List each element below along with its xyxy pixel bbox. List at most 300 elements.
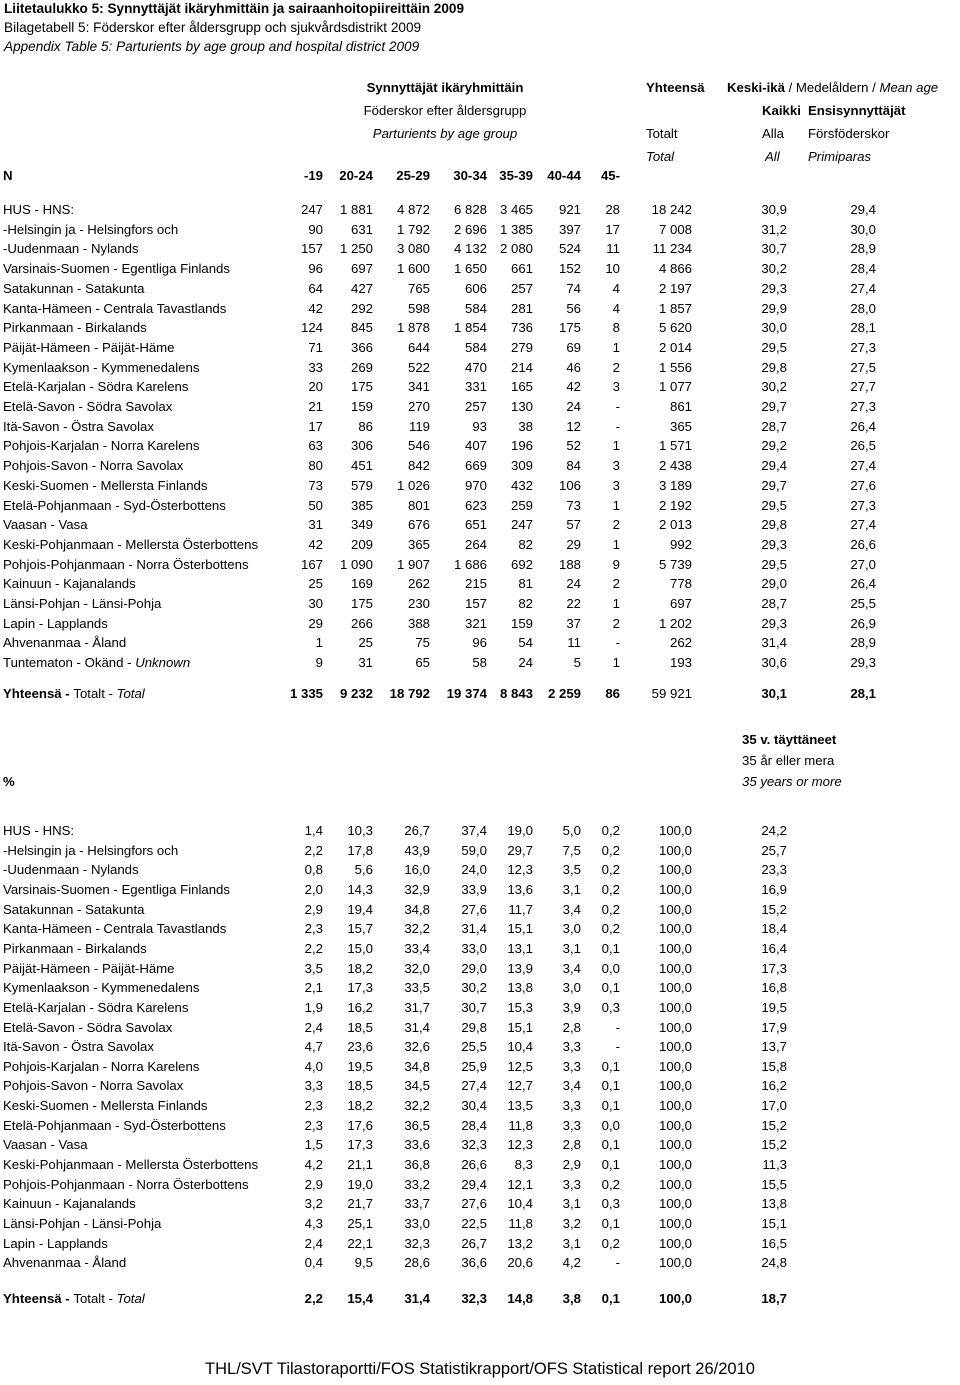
count-cell-age-25-29: 1 907 [396, 557, 430, 572]
pct-cell-total: 100,0 [658, 1098, 692, 1113]
pct-cell-age-25-29: 31,7 [404, 1000, 430, 1015]
pct-cell-age-30-34: 27,4 [461, 1078, 487, 1093]
count-cell-total: 697 [669, 596, 692, 611]
pct-cell-age-45-plus: 0,1 [601, 941, 620, 956]
pct-total-age-under20: 2,2 [304, 1291, 323, 1306]
pct-cell-age-35-39: 13,9 [507, 961, 533, 976]
pct-cell-age-45-plus: 0,1 [601, 980, 620, 995]
pct-cell-mean-age-all: 15,2 [761, 902, 787, 917]
count-cell-age-30-34: 623 [464, 498, 487, 513]
pct-cell-age-40-44: 3,2 [562, 1216, 581, 1231]
age-group-header-age-under20: -19 [303, 168, 323, 183]
pct-total-total: 100,0 [658, 1291, 692, 1306]
count-row-label: -Uudenmaan - Nylands [3, 241, 139, 256]
pct-cell-mean-age-all: 17,3 [761, 961, 787, 976]
count-cell-age-30-34: 257 [464, 399, 487, 414]
count-cell-age-under20: 42 [308, 301, 323, 316]
count-cell-age-45-plus: 2 [612, 576, 620, 591]
pct-cell-age-25-29: 32,2 [404, 921, 430, 936]
pct-cell-total: 100,0 [658, 1059, 692, 1074]
pct-cell-age-under20: 4,7 [304, 1039, 323, 1054]
count-cell-age-45-plus: 3 [612, 379, 620, 394]
pct-cell-total: 100,0 [658, 902, 692, 917]
pct-cell-age-under20: 4,2 [304, 1157, 323, 1172]
pct-cell-mean-age-all: 16,4 [761, 941, 787, 956]
pct-cell-age-35-39: 10,4 [507, 1039, 533, 1054]
pct-cell-age-30-34: 25,9 [461, 1059, 487, 1074]
pct-cell-mean-age-all: 16,8 [761, 980, 787, 995]
count-cell-age-40-44: 921 [558, 202, 581, 217]
count-cell-age-35-39: 247 [510, 517, 533, 532]
count-cell-age-30-34: 2 696 [453, 222, 487, 237]
count-cell-age-35-39: 3 465 [499, 202, 533, 217]
pct-cell-age-under20: 2,0 [304, 882, 323, 897]
pct-cell-age-45-plus: 0,2 [601, 882, 620, 897]
count-row-label: -Helsingin ja - Helsingfors och [3, 222, 179, 237]
count-cell-age-45-plus: 1 [612, 596, 620, 611]
count-cell-mean-age-all: 29,3 [761, 281, 787, 296]
count-cell-mean-age-all: 28,7 [761, 419, 787, 434]
pct-cell-age-40-44: 3,1 [562, 882, 581, 897]
pct-row-label: -Helsingin ja - Helsingfors och [3, 843, 179, 858]
count-cell-age-under20: 25 [308, 576, 323, 591]
count-total-mean-age-primiparas: 28,1 [850, 686, 876, 701]
count-cell-age-20-24: 292 [350, 301, 373, 316]
header-all-fi: Kaikki [762, 103, 801, 118]
pct-cell-mean-age-all: 16,5 [761, 1236, 787, 1251]
pct-cell-total: 100,0 [658, 1216, 692, 1231]
count-cell-age-30-34: 331 [464, 379, 487, 394]
pct-cell-age-under20: 2,3 [304, 1118, 323, 1133]
pct-cell-age-35-39: 29,7 [507, 843, 533, 858]
pct-header-over35-sv: 35 år eller mera [742, 753, 835, 768]
count-cell-age-20-24: 1 881 [339, 202, 373, 217]
pct-cell-age-40-44: 2,8 [562, 1137, 581, 1152]
count-cell-mean-age-primiparas: 27,0 [850, 557, 876, 572]
count-cell-age-25-29: 1 026 [396, 478, 430, 493]
pct-cell-age-under20: 2,2 [304, 843, 323, 858]
pct-cell-age-under20: 0,8 [304, 862, 323, 877]
pct-cell-total: 100,0 [658, 1236, 692, 1251]
count-cell-age-25-29: 676 [407, 517, 430, 532]
pct-cell-age-20-24: 25,1 [347, 1216, 373, 1231]
pct-cell-age-45-plus: 0,2 [601, 902, 620, 917]
pct-cell-total: 100,0 [658, 1157, 692, 1172]
header-mean-age: Keski-ikä / Medelåldern / Mean age [727, 80, 939, 95]
pct-cell-age-under20: 2,2 [304, 941, 323, 956]
count-cell-mean-age-primiparas: 28,9 [850, 241, 876, 256]
pct-cell-mean-age-all: 25,7 [761, 843, 787, 858]
count-cell-age-40-44: 73 [566, 498, 581, 513]
count-cell-total: 1 202 [658, 616, 692, 631]
pct-cell-age-35-39: 13,5 [507, 1098, 533, 1113]
title-sv: Bilagetabell 5: Föderskor efter åldersgrupp och sjukvårdsdistrikt 2009 [4, 20, 422, 35]
count-cell-mean-age-primiparas: 27,4 [850, 458, 876, 473]
pct-cell-age-20-24: 15,0 [347, 941, 373, 956]
pct-row-label: Pohjois-Pohjanmaan - Norra Österbottens [3, 1177, 249, 1192]
count-cell-age-40-44: 74 [566, 281, 581, 296]
header-all-sv: Alla [762, 126, 784, 141]
count-cell-age-35-39: 279 [510, 340, 533, 355]
header-prim-sv: Försföderskor [808, 126, 890, 141]
pct-cell-age-35-39: 13,8 [507, 980, 533, 995]
pct-cell-total: 100,0 [658, 1000, 692, 1015]
count-cell-total: 992 [669, 537, 692, 552]
age-group-header-age-30-34: 30-34 [453, 168, 487, 183]
count-cell-age-45-plus: 2 [612, 360, 620, 375]
count-cell-age-30-34: 93 [472, 419, 487, 434]
count-cell-age-under20: 167 [300, 557, 323, 572]
pct-row-label: Pohjois-Karjalan - Norra Karelens [3, 1059, 200, 1074]
count-cell-age-20-24: 1 250 [339, 241, 373, 256]
title-fi: Liitetaulukko 5: Synnyttäjät ikäryhmittäin ja sairaanhoitopiireittäin 2009 [4, 1, 465, 16]
count-cell-mean-age-all: 30,2 [761, 379, 787, 394]
count-total-age-25-29: 18 792 [389, 686, 430, 701]
pct-cell-age-35-39: 11,8 [508, 1118, 533, 1133]
count-cell-age-40-44: 69 [566, 340, 581, 355]
pct-cell-age-20-24: 21,1 [347, 1157, 373, 1172]
pct-cell-mean-age-all: 17,9 [761, 1020, 787, 1035]
header-prim-en: Primiparas [808, 149, 872, 164]
count-row-label: Pohjois-Pohjanmaan - Norra Österbottens [3, 557, 249, 572]
pct-cell-age-30-34: 29,0 [461, 961, 487, 976]
count-cell-age-25-29: 801 [407, 498, 430, 513]
count-cell-age-20-24: 349 [350, 517, 373, 532]
count-cell-age-under20: 21 [308, 399, 323, 414]
count-cell-age-40-44: 152 [558, 261, 581, 276]
pct-cell-age-40-44: 3,3 [562, 1177, 581, 1192]
count-cell-age-45-plus: 2 [612, 517, 620, 532]
count-cell-mean-age-primiparas: 25,5 [850, 596, 876, 611]
pct-cell-age-40-44: 2,8 [562, 1020, 581, 1035]
count-cell-age-45-plus: 8 [612, 320, 620, 335]
count-cell-age-45-plus: 1 [612, 498, 620, 513]
pct-cell-age-under20: 3,2 [304, 1196, 323, 1211]
pct-cell-age-under20: 3,5 [304, 961, 323, 976]
count-cell-age-30-34: 651 [464, 517, 487, 532]
count-cell-mean-age-all: 29,0 [761, 576, 787, 591]
count-cell-age-30-34: 321 [464, 616, 487, 631]
pct-cell-age-25-29: 28,6 [404, 1255, 430, 1270]
count-cell-total: 193 [669, 655, 692, 670]
header-prim-fi: Ensisynnyttäjät [808, 103, 906, 118]
count-cell-mean-age-all: 29,9 [761, 301, 787, 316]
count-cell-age-25-29: 75 [415, 635, 430, 650]
count-cell-age-20-24: 25 [358, 635, 373, 650]
count-row-label: Etelä-Savon - Södra Savolax [3, 399, 173, 414]
count-cell-age-40-44: 24 [566, 576, 581, 591]
pct-cell-age-45-plus: 0,1 [601, 1157, 620, 1172]
pct-cell-total: 100,0 [658, 1196, 692, 1211]
count-cell-age-40-44: 12 [566, 419, 581, 434]
pct-cell-age-45-plus: 0,3 [601, 1000, 620, 1015]
count-cell-mean-age-primiparas: 29,4 [850, 202, 876, 217]
count-total-age-35-39: 8 843 [499, 686, 533, 701]
count-cell-total: 4 866 [658, 261, 692, 276]
pct-total-age-40-44: 3,8 [562, 1291, 581, 1306]
count-cell-age-45-plus: 10 [605, 261, 620, 276]
count-cell-mean-age-all: 29,5 [761, 340, 787, 355]
pct-cell-age-20-24: 19,4 [347, 902, 373, 917]
header-group-fi: Synnyttäjät ikäryhmittäin [366, 80, 524, 95]
count-cell-age-20-24: 266 [350, 616, 373, 631]
count-cell-age-30-34: 1 686 [453, 557, 487, 572]
pct-cell-age-40-44: 3,1 [562, 1196, 581, 1211]
count-cell-age-30-34: 4 132 [453, 241, 487, 256]
pct-total-age-25-29: 31,4 [404, 1291, 430, 1306]
pct-cell-age-under20: 2,9 [304, 902, 323, 917]
count-cell-age-25-29: 262 [407, 576, 430, 591]
count-cell-age-45-plus: 28 [605, 202, 620, 217]
pct-cell-age-20-24: 16,2 [347, 1000, 373, 1015]
pct-cell-age-30-34: 59,0 [461, 843, 487, 858]
count-cell-age-30-34: 584 [464, 301, 487, 316]
count-row-label: Pirkanmaan - Birkalands [3, 320, 147, 335]
pct-row-label: Pirkanmaan - Birkalands [3, 941, 147, 956]
pct-cell-mean-age-all: 16,9 [761, 882, 787, 897]
count-cell-age-25-29: 546 [407, 438, 430, 453]
pct-cell-age-45-plus: 0,2 [601, 1236, 620, 1251]
pct-cell-age-40-44: 7,5 [562, 843, 581, 858]
count-cell-mean-age-primiparas: 29,3 [850, 655, 876, 670]
count-cell-age-25-29: 1 792 [396, 222, 430, 237]
count-total-age-under20: 1 335 [289, 686, 323, 701]
pct-row-label: HUS - HNS: [3, 823, 75, 838]
age-group-header-age-25-29: 25-29 [396, 168, 430, 183]
count-cell-age-30-34: 6 828 [453, 202, 487, 217]
pct-cell-age-20-24: 19,5 [347, 1059, 373, 1074]
count-total-mean-age-all: 30,1 [761, 686, 787, 701]
pct-cell-age-40-44: 3,4 [562, 902, 581, 917]
count-cell-age-45-plus: 3 [612, 458, 620, 473]
pct-cell-age-35-39: 13,1 [507, 941, 533, 956]
count-cell-age-35-39: 309 [510, 458, 533, 473]
pct-cell-age-under20: 0,4 [304, 1255, 323, 1270]
count-row-label: Itä-Savon - Östra Savolax [3, 419, 154, 434]
count-cell-mean-age-all: 30,2 [761, 261, 787, 276]
count-cell-total: 861 [669, 399, 692, 414]
count-cell-age-30-34: 606 [464, 281, 487, 296]
count-row-label: Ahvenanmaa - Åland [3, 635, 127, 650]
count-row-label: Kymenlaakson - Kymmenedalens [3, 360, 200, 375]
pct-cell-age-40-44: 3,5 [562, 862, 581, 877]
pct-cell-total: 100,0 [658, 1039, 692, 1054]
pct-cell-mean-age-all: 13,8 [761, 1196, 787, 1211]
pct-cell-age-45-plus: 0,2 [601, 823, 620, 838]
count-cell-mean-age-primiparas: 26,5 [850, 438, 876, 453]
count-cell-total: 1 571 [658, 438, 692, 453]
count-cell-mean-age-all: 29,5 [761, 557, 787, 572]
title-en: Appendix Table 5: Parturients by age group and hospital district 2009 [4, 39, 420, 54]
count-row-label: Satakunnan - Satakunta [3, 281, 145, 296]
pct-cell-mean-age-all: 19,5 [761, 1000, 787, 1015]
pct-cell-age-30-34: 30,4 [461, 1098, 487, 1113]
count-total-age-45-plus: 86 [605, 686, 620, 701]
header-all-en: All [765, 149, 780, 164]
pct-total-label: Yhteensä - Totalt - Total [3, 1291, 145, 1306]
pct-cell-age-25-29: 34,5 [404, 1078, 430, 1093]
count-cell-mean-age-primiparas: 28,0 [850, 301, 876, 316]
pct-row-label: Päijät-Hämeen - Päijät-Häme [3, 961, 175, 976]
pct-cell-mean-age-all: 17,0 [761, 1098, 787, 1113]
pct-cell-total: 100,0 [658, 882, 692, 897]
pct-cell-age-40-44: 3,3 [562, 1098, 581, 1113]
count-cell-age-45-plus: 11 [606, 241, 620, 256]
count-cell-age-45-plus: - [615, 635, 620, 650]
count-cell-age-20-24: 86 [358, 419, 373, 434]
count-cell-age-35-39: 281 [510, 301, 533, 316]
count-total-total: 59 921 [651, 686, 692, 701]
count-cell-age-35-39: 259 [510, 498, 533, 513]
pct-cell-age-40-44: 3,0 [562, 980, 581, 995]
pct-cell-mean-age-all: 15,8 [761, 1059, 787, 1074]
header-total-fi: Yhteensä [646, 80, 705, 95]
count-cell-age-45-plus: 1 [612, 537, 620, 552]
count-cell-total: 3 189 [658, 478, 692, 493]
pct-cell-total: 100,0 [658, 1255, 692, 1270]
count-cell-age-35-39: 165 [510, 379, 533, 394]
pct-cell-mean-age-all: 23,3 [761, 862, 787, 877]
count-cell-mean-age-primiparas: 26,9 [850, 616, 876, 631]
count-cell-age-35-39: 214 [510, 360, 533, 375]
pct-cell-age-45-plus: 0,1 [601, 1098, 620, 1113]
count-total-age-30-34: 19 374 [446, 686, 487, 701]
pct-cell-mean-age-all: 24,2 [761, 823, 787, 838]
count-row-label: Lapin - Lapplands [3, 616, 108, 631]
pct-cell-age-35-39: 15,1 [507, 921, 533, 936]
count-cell-age-35-39: 82 [518, 537, 533, 552]
pct-cell-age-20-24: 17,6 [347, 1118, 373, 1133]
count-cell-mean-age-primiparas: 27,4 [850, 517, 876, 532]
count-cell-age-30-34: 157 [464, 596, 487, 611]
count-cell-age-40-44: 84 [566, 458, 581, 473]
count-row-label: Etelä-Pohjanmaan - Syd-Österbottens [3, 498, 226, 513]
pct-cell-age-under20: 2,4 [304, 1236, 323, 1251]
count-cell-total: 5 620 [658, 320, 692, 335]
pct-cell-age-30-34: 22,5 [461, 1216, 487, 1231]
pct-cell-age-35-39: 20,6 [507, 1255, 533, 1270]
count-cell-age-45-plus: 17 [605, 222, 620, 237]
pct-cell-age-20-24: 14,3 [347, 882, 373, 897]
count-cell-age-25-29: 644 [407, 340, 430, 355]
pct-cell-age-45-plus: - [615, 1020, 620, 1035]
count-cell-age-40-44: 57 [566, 517, 581, 532]
count-cell-age-under20: 71 [308, 340, 323, 355]
count-row-label: Varsinais-Suomen - Egentliga Finlands [3, 261, 230, 276]
pct-cell-age-35-39: 12,5 [507, 1059, 533, 1074]
count-cell-age-25-29: 341 [407, 379, 430, 394]
count-cell-age-25-29: 65 [415, 655, 430, 670]
pct-row-label: Lapin - Lapplands [3, 1236, 108, 1251]
count-cell-age-25-29: 765 [407, 281, 430, 296]
pct-cell-age-40-44: 3,3 [562, 1059, 581, 1074]
count-cell-age-under20: 1 [315, 635, 323, 650]
pct-cell-age-20-24: 15,7 [347, 921, 373, 936]
pct-cell-age-35-39: 12,3 [507, 1137, 533, 1152]
count-cell-age-under20: 247 [300, 202, 323, 217]
header-group-sv: Föderskor efter åldersgrupp [363, 103, 527, 118]
count-cell-mean-age-all: 30,7 [761, 241, 787, 256]
pct-row-label: Kanta-Hämeen - Centrala Tavastlands [3, 921, 227, 936]
pct-cell-age-45-plus: - [615, 1255, 620, 1270]
pct-cell-age-40-44: 3,0 [562, 921, 581, 936]
pct-cell-age-25-29: 33,0 [404, 1216, 430, 1231]
pct-cell-age-40-44: 4,2 [562, 1255, 581, 1270]
count-cell-age-35-39: 692 [510, 557, 533, 572]
count-cell-mean-age-primiparas: 26,6 [850, 537, 876, 552]
pct-cell-age-25-29: 16,0 [404, 862, 430, 877]
pct-cell-total: 100,0 [658, 1020, 692, 1035]
count-cell-mean-age-all: 29,8 [761, 360, 787, 375]
pct-cell-age-20-24: 5,6 [354, 862, 373, 877]
pct-cell-age-25-29: 26,7 [404, 823, 430, 838]
count-cell-age-40-44: 22 [566, 596, 581, 611]
count-cell-age-25-29: 4 872 [396, 202, 430, 217]
count-cell-mean-age-all: 29,8 [761, 517, 787, 532]
count-cell-age-35-39: 432 [510, 478, 533, 493]
count-cell-age-45-plus: 4 [612, 281, 620, 296]
pct-cell-age-45-plus: - [615, 1039, 620, 1054]
count-row-label: Tuntematon - Okänd - Unknown [3, 655, 191, 670]
count-cell-total: 2 014 [658, 340, 692, 355]
pct-cell-total: 100,0 [658, 843, 692, 858]
age-group-header-age-40-44: 40-44 [547, 168, 581, 183]
pct-cell-mean-age-all: 18,4 [761, 921, 787, 936]
pct-cell-age-30-34: 29,8 [461, 1020, 487, 1035]
count-cell-age-25-29: 119 [408, 419, 430, 434]
count-cell-total: 2 013 [658, 517, 692, 532]
count-cell-age-40-44: 175 [558, 320, 581, 335]
count-cell-age-25-29: 842 [407, 458, 430, 473]
count-cell-mean-age-all: 29,7 [761, 478, 787, 493]
count-cell-age-25-29: 598 [407, 301, 430, 316]
pct-cell-age-under20: 3,3 [304, 1078, 323, 1093]
pct-cell-total: 100,0 [658, 862, 692, 877]
pct-cell-age-45-plus: 0,0 [601, 1118, 620, 1133]
pct-total-age-45-plus: 0,1 [601, 1291, 620, 1306]
count-cell-age-35-39: 24 [518, 655, 533, 670]
count-cell-mean-age-all: 31,4 [761, 635, 787, 650]
count-cell-mean-age-all: 30,0 [761, 320, 787, 335]
header-total-en: Total [646, 149, 675, 164]
count-cell-age-20-24: 175 [350, 596, 373, 611]
pct-cell-total: 100,0 [658, 1118, 692, 1133]
count-total-age-40-44: 2 259 [547, 686, 581, 701]
count-row-label: Pohjois-Karjalan - Norra Karelens [3, 438, 200, 453]
pct-cell-age-35-39: 12,7 [507, 1078, 533, 1093]
count-cell-age-30-34: 264 [464, 537, 487, 552]
pct-cell-age-35-39: 12,1 [507, 1177, 533, 1192]
count-cell-age-20-24: 366 [350, 340, 373, 355]
pct-cell-total: 100,0 [658, 941, 692, 956]
pct-cell-age-40-44: 3,4 [562, 961, 581, 976]
count-cell-mean-age-all: 29,4 [761, 458, 787, 473]
pct-cell-age-30-34: 36,6 [461, 1255, 487, 1270]
count-cell-age-45-plus: 1 [612, 438, 620, 453]
pct-cell-age-under20: 2,3 [304, 1098, 323, 1113]
count-cell-total: 262 [669, 635, 692, 650]
pct-cell-age-20-24: 17,3 [347, 980, 373, 995]
count-cell-age-under20: 96 [308, 261, 323, 276]
count-cell-age-20-24: 631 [350, 222, 373, 237]
count-row-label: Vaasan - Vasa [3, 517, 88, 532]
count-cell-age-35-39: 81 [518, 576, 533, 591]
pct-total-age-30-34: 32,3 [461, 1291, 487, 1306]
count-cell-age-20-24: 1 090 [339, 557, 373, 572]
pct-cell-mean-age-all: 15,5 [761, 1177, 787, 1192]
pct-cell-age-30-34: 33,9 [461, 882, 487, 897]
count-cell-age-20-24: 579 [350, 478, 373, 493]
